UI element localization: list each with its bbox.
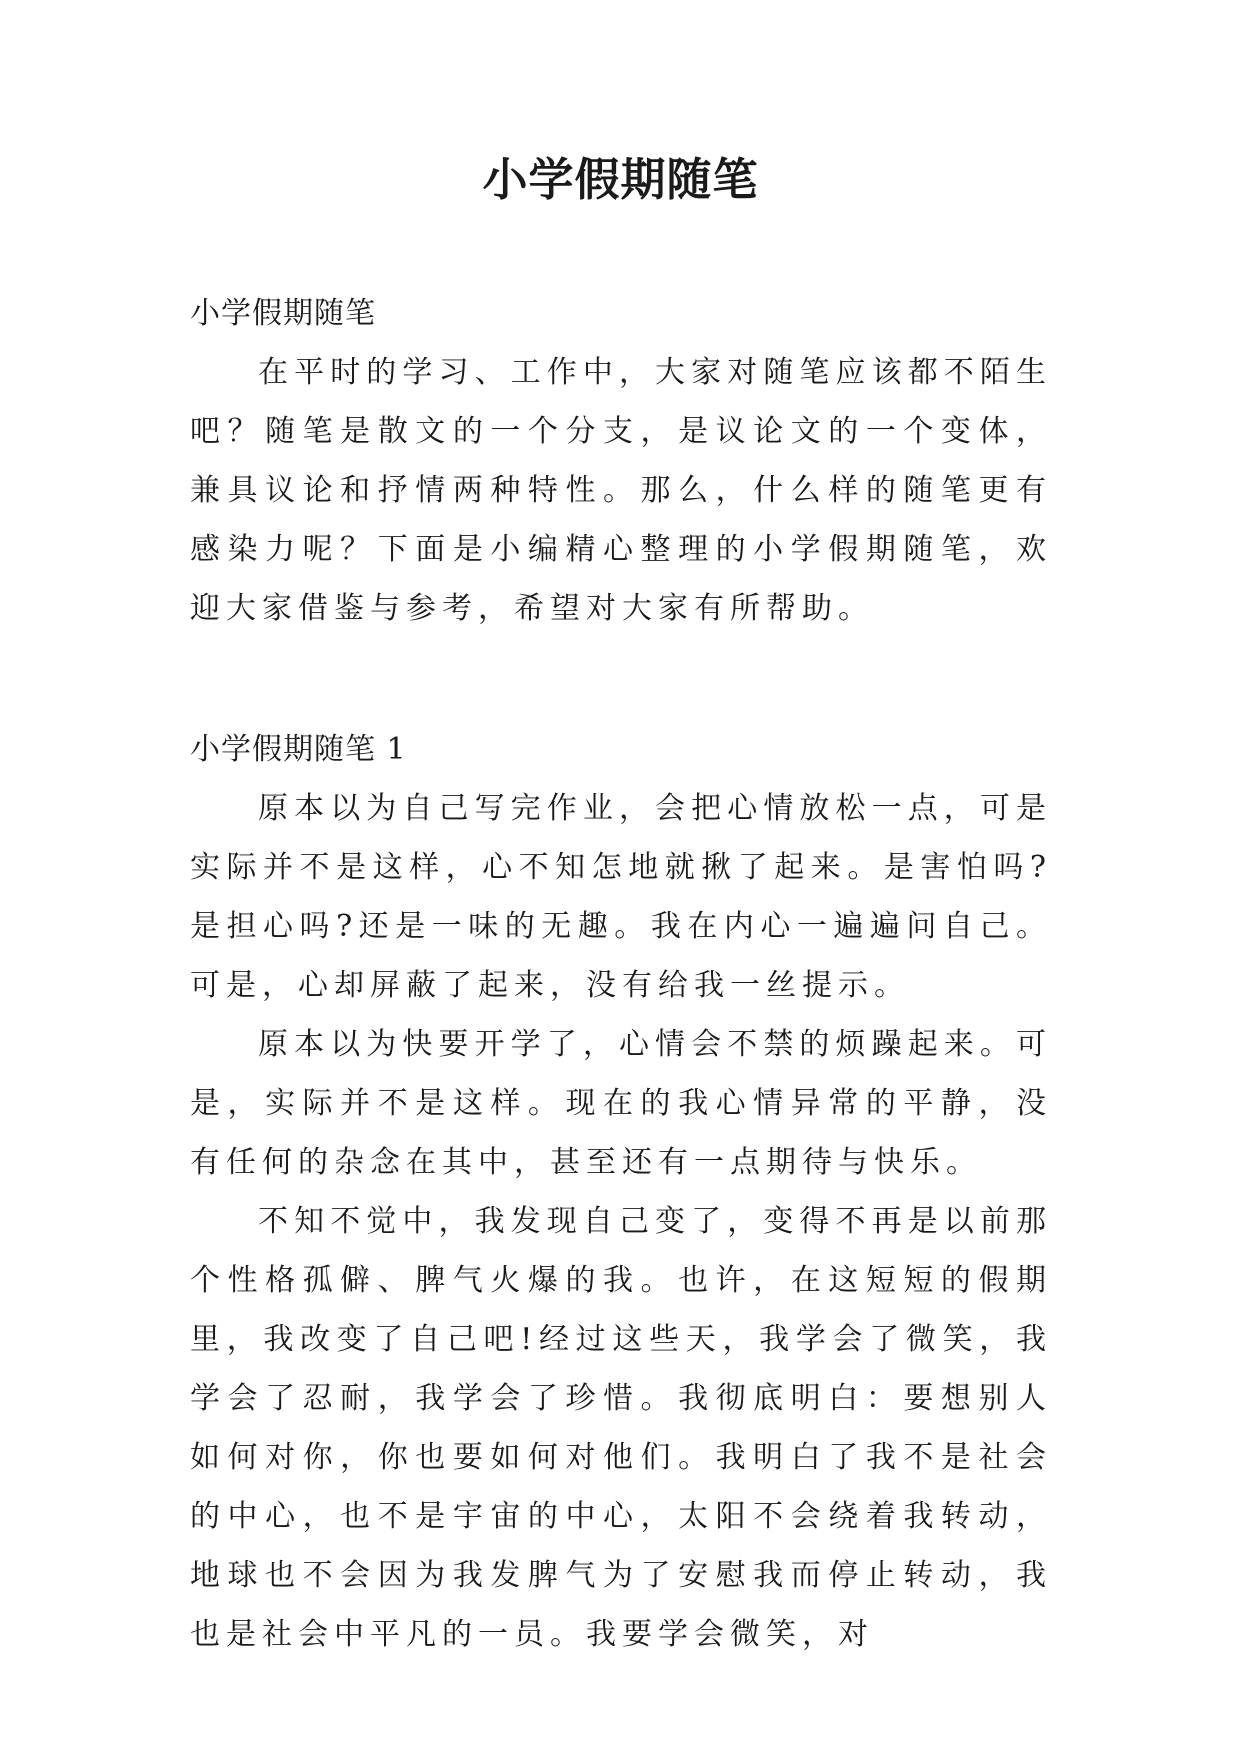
intro-paragraph: 在平时的学习、工作中，大家对随笔应该都不陌生吧？随笔是散文的一个分支，是议论文的一个变体，兼具议论和抒情两种特性。那么，什么样的随笔更有感染力呢？下面是小编精心整理的小学假期随笔，欢迎大家借鉴与参考，希望对大家有所帮助。 <box>190 355 1052 626</box>
document-body <box>190 284 1052 1664</box>
section1-heading: 小学假期随笔 1 <box>190 732 407 767</box>
intro-heading: 小学假期随笔 <box>190 296 376 331</box>
section1-paragraph-3: 不知不觉中，我发现自己变了，变得不再是以前那个性格孤僻、脾气火爆的我。也许，在这短短的假期里，我改变了自己吧!经过这些天，我学会了微笑，我学会了忍耐，我学会了珍惜。我彻底明白：要想别人如何对你，你也要如何对他们。我明白了我不是社会的中心，也不是宇宙的中心，太阳不会绕着我转动，地球也不会因为我发脾气为了安慰我而停止转动，我也是社会中平凡的一员。我要学会微笑，对 <box>190 1204 1052 1652</box>
section1-paragraph-1: 原本以为自己写完作业，会把心情放松一点，可是实际并不是这样，心不知怎地就揪了起来。是害怕吗?是担心吗?还是一味的无趣。我在内心一遍遍问自己。可是，心却屏蔽了起来，没有给我一丝提示。 <box>190 791 1052 1003</box>
section1-paragraph-2: 原本以为快要开学了，心情会不禁的烦躁起来。可是，实际并不是这样。现在的我心情异常的平静，没有任何的杂念在其中，甚至还有一点期待与快乐。 <box>190 1027 1052 1180</box>
section-spacer <box>190 638 1052 720</box>
document-title: 小学假期随笔 <box>482 153 759 206</box>
